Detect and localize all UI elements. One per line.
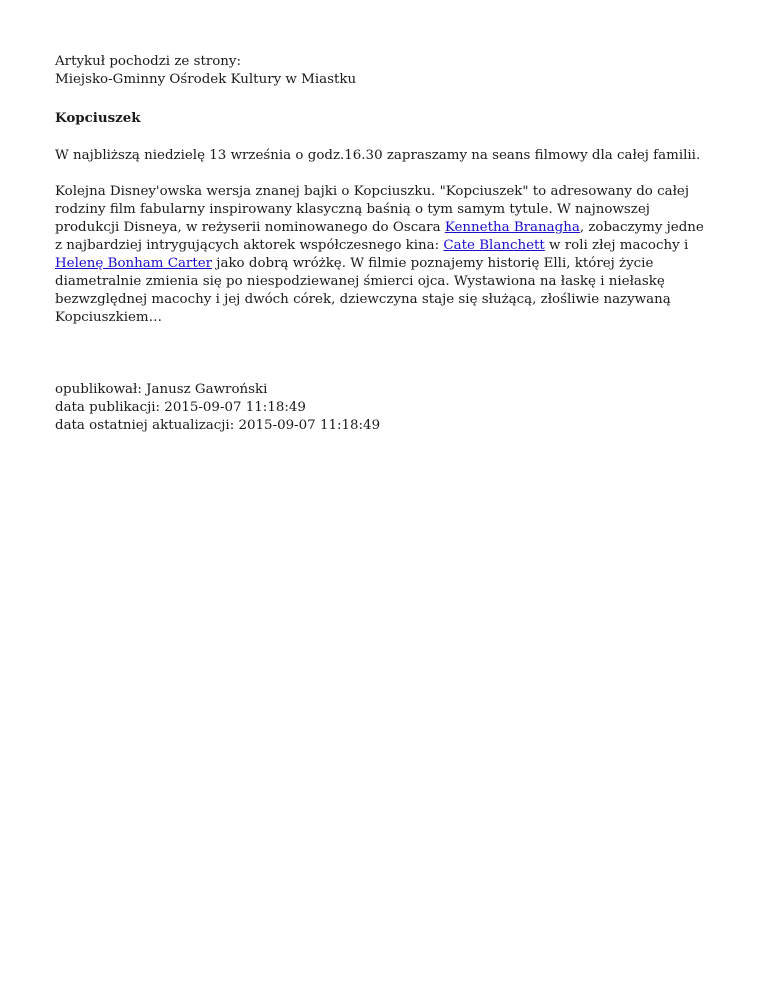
article-body-text-2: , zobaczymy jedne z najbardziej intrygujących aktorek współczesnego kina:: [55, 220, 704, 253]
article-body-text-4: jako dobrą wróżkę. W filmie poznajemy historię Elli, której życie diametralnie zmienia się po niespodziewanej śmierci ojca. Wystawiona na łaskę i niełaskę bezwzględnej macochy i jej dwóch córek, dziewczyna staje się służącą, złośliwie nazywaną Kopciuszkiem…: [55, 256, 671, 325]
author-line: opublikował: Janusz Gawroński: [55, 382, 268, 397]
source-site-name: Miejsko-Gminny Ośrodek Kultury w Miastku: [55, 72, 357, 87]
article-body-text-3: w roli złej macochy i: [544, 238, 689, 253]
link-helena-bonham-carter[interactable]: Helenę Bonham Carter: [55, 256, 213, 271]
source-label: Artykuł pochodzi ze strony:: [55, 54, 241, 69]
article-body: [55, 183, 715, 327]
publication-meta: [55, 381, 715, 435]
published-date: data publikacji: 2015-09-07 11:18:49: [55, 400, 306, 415]
source-info: [55, 53, 715, 89]
article-body-text-1: Kolejna Disney'owska wersja znanej bajki o Kopciuszku. "Kopciuszek" to adresowany do całej rodziny film fabularny inspirowany klasyczną baśnią o tym samym tytule. W najnowszej produkcji Disneya, w reżyserii nominowanego do Oscara: [55, 184, 689, 235]
article-lead: W najbliższą niedzielę 13 września o godz.16.30 zapraszamy na seans filmowy dla całej familii.: [55, 148, 701, 163]
updated-date: data ostatniej aktualizacji: 2015-09-07 11:18:49: [55, 418, 381, 433]
link-kenneth-branagh[interactable]: Kennetha Branagha: [444, 220, 580, 235]
article-title: Kopciuszek: [55, 110, 141, 126]
article-page: [55, 53, 715, 435]
link-cate-blanchett[interactable]: Cate Blanchett: [443, 238, 545, 253]
